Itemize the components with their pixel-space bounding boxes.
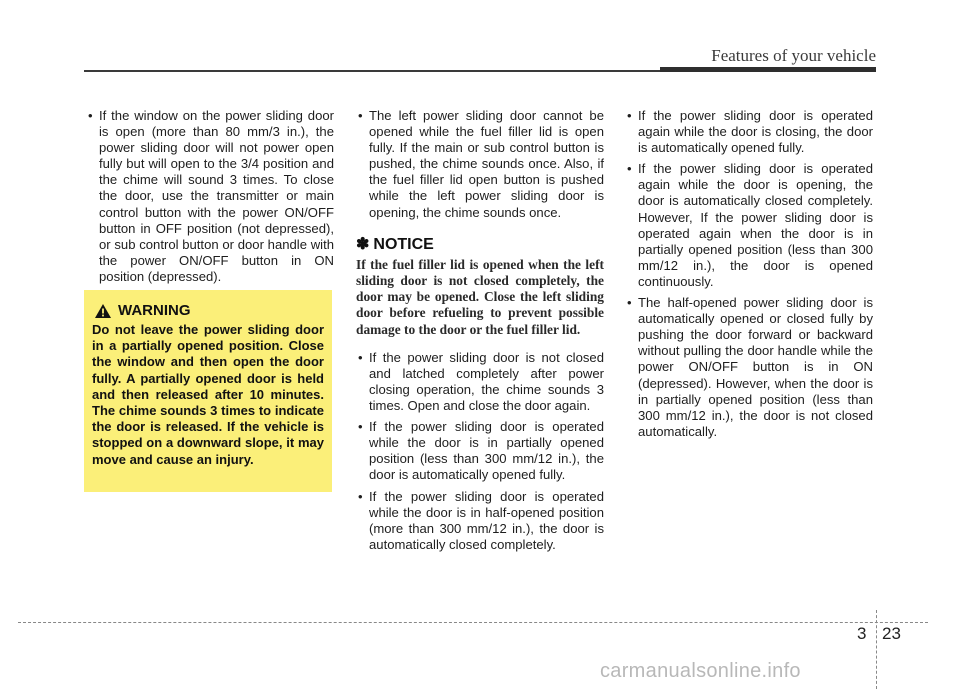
bullet-item: • If the power sliding door is operated again while the door is opening, the door is automatically closed completely. However, If the power sliding door is operated again when the door is in partially opened position (less than 300 mm/12 in.), the door is opened continuously. xyxy=(625,161,873,290)
bullet-item: • If the window on the power sliding door is open (more than 80 mm/3 in.), the power sliding door will not power open fully but will open to the 3/4 position and the chime will sound 3 times. To close the door, use the transmitter or main control button with the power ON/OFF button in OFF position (not depressed), or sub control button or door handle with the power ON/OFF button in ON position (depressed). xyxy=(86,108,334,285)
header-rule-accent xyxy=(660,67,876,72)
warning-text: Do not leave the power sliding door in a partially opened position. Close the window and then open the door fully. A partially opened door is held and then released after 10 minutes. The chime sounds 3 times to indicate the door is released. If the vehicle is stopped on a downward slope, it may move and cause an injury. xyxy=(92,322,324,467)
column-3 xyxy=(625,108,873,445)
notice-header xyxy=(356,237,604,253)
bullet-item: • If the power sliding door is operated again while the door is closing, the door is automatically opened fully. xyxy=(625,108,873,156)
footer-rule xyxy=(18,622,928,623)
page-header-title: Features of your vehicle xyxy=(711,46,876,65)
column-2 xyxy=(356,108,604,558)
column-1 xyxy=(86,108,334,290)
footer-divider xyxy=(876,610,877,689)
chapter-number: 3 xyxy=(857,624,867,643)
bullet-item: • The left power sliding door cannot be opened while the fuel filler lid is open fully. If the main or sub control button is pushed, the chime sounds once. Also, if the fuel filler lid open button is pushed while the left power sliding door is opening, the chime sounds once. xyxy=(356,108,604,221)
warning-title: WARNING xyxy=(118,302,191,319)
watermark: carmanualsonline.info xyxy=(600,660,801,682)
bullet-item: • If the power sliding door is operated while the door is in half-opened position (more than 300 mm/12 in.), the door is automatically closed completely. xyxy=(356,489,604,553)
warning-box xyxy=(84,290,332,492)
warning-triangle-icon xyxy=(94,303,112,319)
bullet-item: • If the power sliding door is operated while the door is in partially opened position (less than 300 mm/12 in.), the door is automatically opened fully. xyxy=(356,419,604,483)
bullet-item: • The half-opened power sliding door is automatically opened or closed fully by pushing the door forward or backward without pulling the door handle while the power ON/OFF button is in ON (depressed). However, when the door is in partially opened position (less than 300 mm/12 in.), the door is not closed automatically. xyxy=(625,295,873,440)
page-number: 23 xyxy=(882,624,901,643)
warning-header xyxy=(94,302,324,319)
notice-star-icon: ✽ xyxy=(356,235,370,253)
bullet-item: • If the power sliding door is not closed and latched completely after power closing operation, the chime sounds 3 times. Open and close the door again. xyxy=(356,350,604,414)
notice-title: NOTICE xyxy=(373,235,434,253)
notice-text: If the fuel filler lid is opened when the left sliding door is not closed completely, the door may be opened. Close the left sliding door before refueling to prevent possible damage to the door or the fuel filler lid. xyxy=(356,256,604,337)
